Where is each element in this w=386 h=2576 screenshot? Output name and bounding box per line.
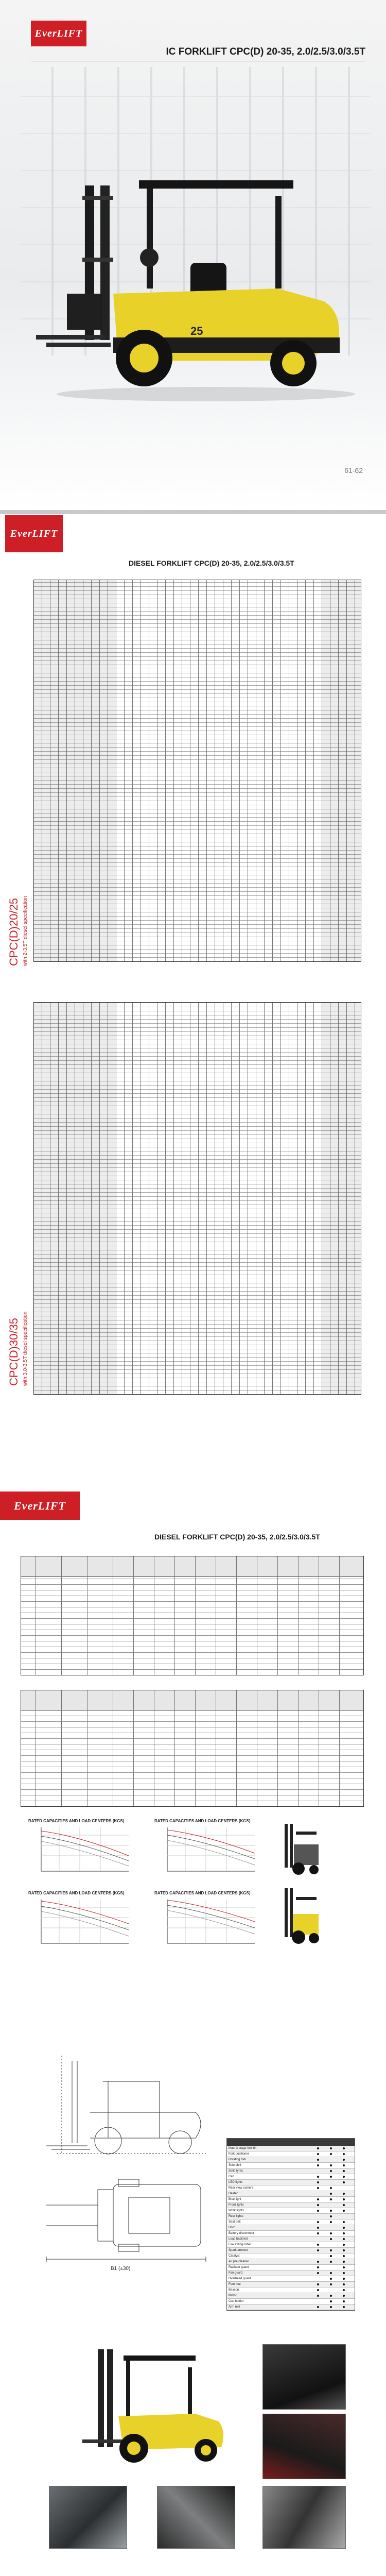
option-row: Foot mat — [227, 2282, 355, 2287]
option-row: Seat belt — [227, 2219, 355, 2225]
option-row: Cup holder — [227, 2299, 355, 2304]
capacity-chart-4 — [154, 1897, 257, 1951]
forklift-illustration — [36, 165, 365, 407]
side-model-label-b: CPC(D)30/35 — [7, 1317, 20, 1386]
side-model-label: CPC(D)20/25 — [7, 897, 20, 966]
option-row: Fork positioner — [227, 2151, 355, 2157]
options-header — [227, 2139, 355, 2146]
mast-table-a — [21, 1556, 364, 1675]
capacity-chart-3 — [28, 1897, 131, 1951]
side-model-sub-b: with 3.0-3.5T diesel specification — [23, 1311, 28, 1386]
side-model-sub: with 2-3.5T diesel specification — [23, 896, 28, 966]
option-row: Solid tyres — [227, 2168, 355, 2174]
brand-logo: EverLIFT — [5, 515, 63, 552]
option-row: Beacon — [227, 2287, 355, 2293]
detail-photo-seat — [262, 2414, 346, 2479]
options-table — [226, 2138, 355, 2311]
capacity-chart-title-1: RATED CAPACITIES AND LOAD CENTERS (KGS) — [28, 1819, 125, 1823]
option-row: Fan guard — [227, 2270, 355, 2276]
forklift-photo-dark — [275, 1821, 322, 1878]
option-row: Fire extinguisher — [227, 2242, 355, 2248]
option-row: Radiator guard — [227, 2265, 355, 2270]
page-title: IC FORKLIFT CPC(D) 20-35, 2.0/2.5/3.0/3.5T — [166, 46, 365, 57]
option-row: LED lights — [227, 2180, 355, 2185]
option-row: Spark arrestor — [227, 2248, 355, 2253]
option-row: Mast 3-stage fork tilt — [227, 2146, 355, 2151]
option-row: Arm rest — [227, 2304, 355, 2310]
dimensions-page — [0, 2050, 386, 2576]
option-row: Air pre-cleaner — [227, 2259, 355, 2265]
option-row: Mirror — [227, 2293, 355, 2299]
option-row: Work lights — [227, 2208, 355, 2214]
dimension-drawing-side — [41, 2050, 221, 2164]
dimension-drawing-top — [41, 2169, 221, 2267]
option-row: Overhead guard — [227, 2276, 355, 2282]
option-row: Blue light — [227, 2197, 355, 2202]
capacity-chart-title-4: RATED CAPACITIES AND LOAD CENTERS (KGS) — [154, 1891, 251, 1895]
brand-logo: EverLIFT — [0, 1492, 80, 1520]
capacity-chart-1 — [28, 1825, 131, 1879]
page-title: DIESEL FORKLIFT CPC(D) 20-35, 2.0/2.5/3.0/3.5T — [154, 1533, 320, 1541]
capacity-chart-title-3: RATED CAPACITIES AND LOAD CENTERS (KGS) — [28, 1891, 125, 1895]
option-row: Catalyst — [227, 2253, 355, 2259]
spec-table-1 — [33, 580, 361, 962]
detail-photo-engine-1 — [49, 2486, 127, 2549]
capacity-chart-2 — [154, 1825, 257, 1879]
page-numbers: 61-62 — [344, 466, 363, 474]
header-bar — [0, 510, 386, 514]
option-row: Front lights — [227, 2202, 355, 2208]
truck-badge: 25 — [190, 325, 203, 337]
forklift-photo-yellow — [275, 1886, 322, 1947]
option-row: Rear view camera — [227, 2185, 355, 2191]
detail-photo-engine-2 — [157, 2486, 235, 2549]
mast-page — [0, 1484, 386, 2050]
option-row: Heater — [227, 2191, 355, 2197]
option-row: Cab — [227, 2174, 355, 2180]
option-row: Side shift — [227, 2163, 355, 2168]
capacity-chart-title-2: RATED CAPACITIES AND LOAD CENTERS (KGS) — [154, 1819, 251, 1823]
option-row: Battery disconnect — [227, 2231, 355, 2236]
cover-page — [0, 0, 386, 510]
forklift-photo-large — [77, 2339, 232, 2468]
option-row: Rotating fork — [227, 2157, 355, 2163]
detail-photo-cab — [262, 2344, 346, 2410]
spec-page — [0, 510, 386, 1484]
option-row: Horn — [227, 2225, 355, 2231]
brand-logo: EverLIFT — [31, 21, 86, 46]
option-row: Load backrest — [227, 2236, 355, 2242]
dimension-label: B1 (±30) — [111, 2266, 131, 2272]
page-title: DIESEL FORKLIFT CPC(D) 20-35, 2.0/2.5/3.0/3.5T — [129, 559, 294, 567]
spec-table-2 — [33, 1002, 361, 1395]
option-row: Rear lights — [227, 2214, 355, 2219]
detail-photo-engine-3 — [262, 2486, 346, 2549]
mast-table-b — [21, 1690, 364, 1807]
